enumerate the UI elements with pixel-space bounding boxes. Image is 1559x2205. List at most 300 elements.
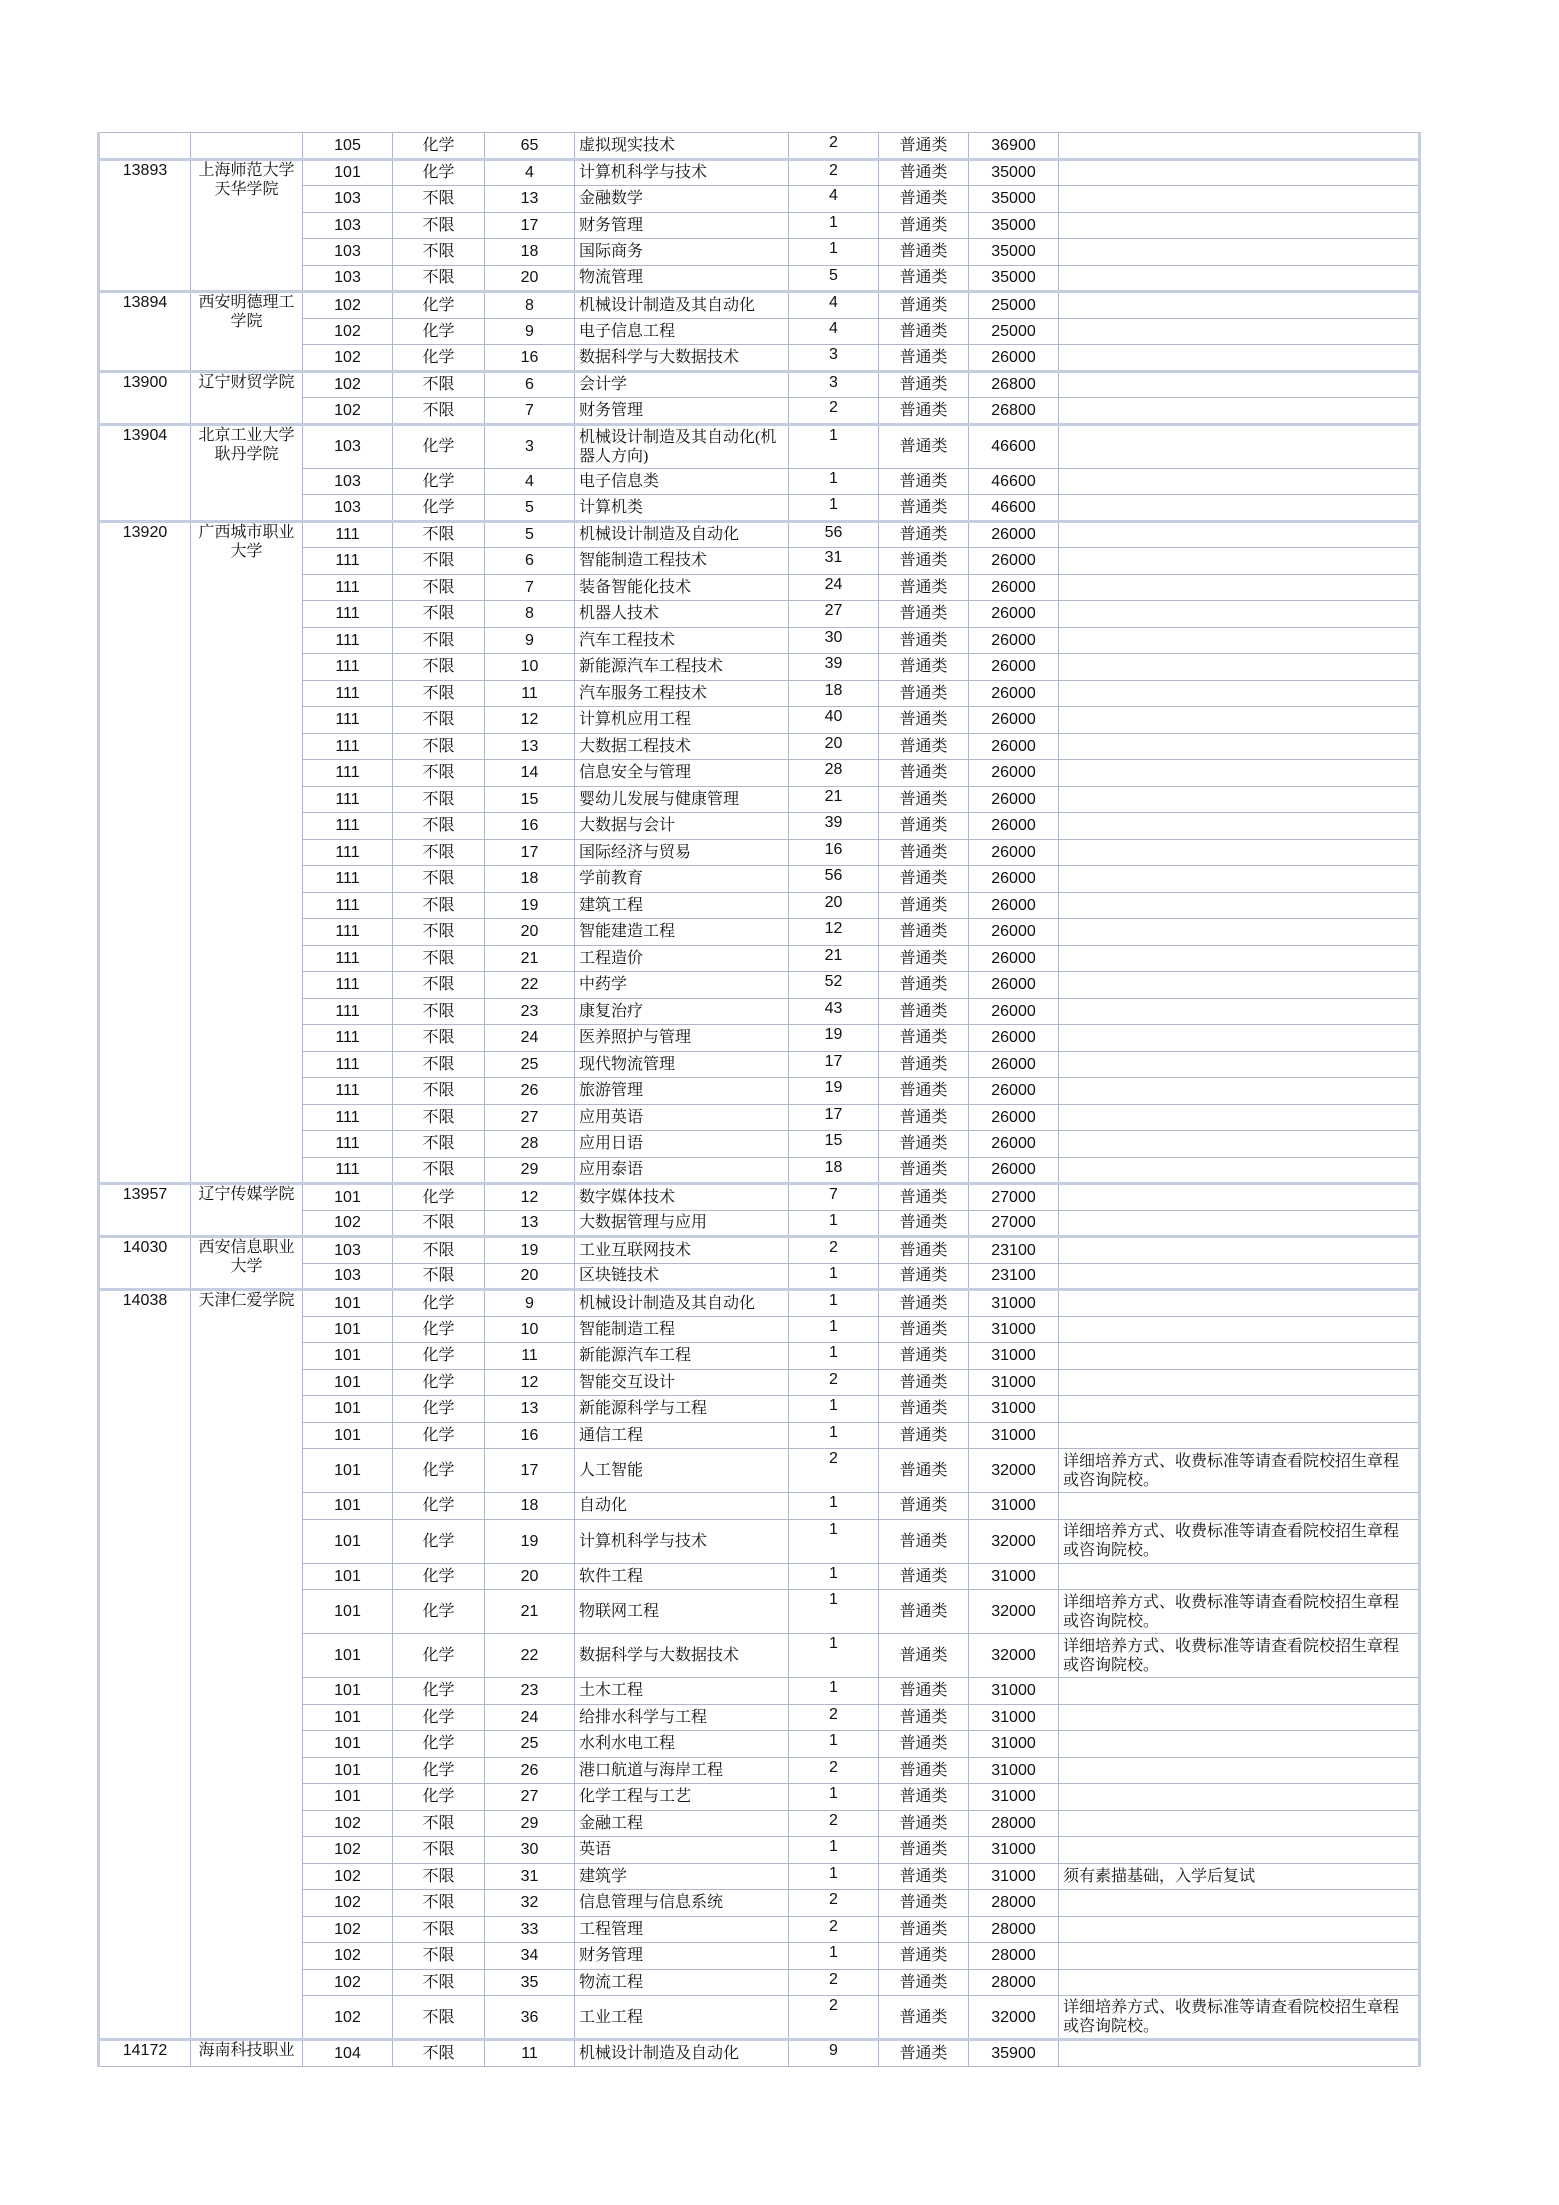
- group-code-cell: 101: [303, 1634, 393, 1678]
- major-name-cell: 金融工程: [575, 1810, 789, 1837]
- major-code-cell: 9: [485, 1290, 575, 1317]
- major-name-cell: 建筑学: [575, 1863, 789, 1890]
- plan-count-cell: 2: [789, 1757, 879, 1784]
- major-name-cell: 汽车工程技术: [575, 627, 789, 654]
- tuition-cell: 27000: [969, 1210, 1059, 1237]
- category-cell: 普通类: [879, 495, 969, 522]
- plan-count-cell: 1: [789, 1493, 879, 1520]
- major-name-cell: 旅游管理: [575, 1078, 789, 1105]
- plan-count-cell: 4: [789, 292, 879, 319]
- subject-req-cell: 化学: [393, 1757, 485, 1784]
- group-code-cell: 105: [303, 133, 393, 160]
- remark-cell: [1059, 521, 1420, 548]
- remark-cell: [1059, 1422, 1420, 1449]
- tuition-cell: 26000: [969, 707, 1059, 734]
- major-code-cell: 19: [485, 1519, 575, 1563]
- plan-count-cell: 3: [789, 371, 879, 398]
- major-name-cell: 工业互联网技术: [575, 1237, 789, 1264]
- subject-req-cell: 化学: [393, 1290, 485, 1317]
- major-name-cell: 物流管理: [575, 265, 789, 292]
- category-cell: 普通类: [879, 1590, 969, 1634]
- major-name-cell: 学前教育: [575, 866, 789, 893]
- tuition-cell: 25000: [969, 292, 1059, 319]
- major-name-cell: 康复治疗: [575, 998, 789, 1025]
- remark-cell: [1059, 468, 1420, 495]
- tuition-cell: 32000: [969, 1590, 1059, 1634]
- subject-req-cell: 不限: [393, 212, 485, 239]
- tuition-cell: 28000: [969, 1916, 1059, 1943]
- category-cell: 普通类: [879, 680, 969, 707]
- subject-req-cell: 不限: [393, 265, 485, 292]
- group-code-cell: 102: [303, 1943, 393, 1970]
- plan-count-cell: 1: [789, 1343, 879, 1370]
- plan-count-cell: 30: [789, 627, 879, 654]
- major-code-cell: 18: [485, 239, 575, 266]
- major-code-cell: 24: [485, 1025, 575, 1052]
- remark-cell: [1059, 1563, 1420, 1590]
- tuition-cell: 26000: [969, 972, 1059, 999]
- major-name-cell: 财务管理: [575, 1943, 789, 1970]
- subject-req-cell: 不限: [393, 1263, 485, 1290]
- subject-req-cell: 不限: [393, 892, 485, 919]
- subject-req-cell: 化学: [393, 1634, 485, 1678]
- subject-req-cell: 不限: [393, 998, 485, 1025]
- category-cell: 普通类: [879, 1890, 969, 1917]
- group-code-cell: 103: [303, 424, 393, 468]
- major-code-cell: 30: [485, 1837, 575, 1864]
- table-row: [99, 1237, 1420, 1264]
- remark-cell: [1059, 1263, 1420, 1290]
- school-name-cell: 上海师范大学天华学院: [191, 159, 303, 292]
- subject-req-cell: 不限: [393, 1237, 485, 1264]
- group-code-cell: 102: [303, 1916, 393, 1943]
- remark-cell: [1059, 1678, 1420, 1705]
- plan-count-cell: 43: [789, 998, 879, 1025]
- tuition-cell: 31000: [969, 1563, 1059, 1590]
- remark-cell: [1059, 1290, 1420, 1317]
- group-code-cell: 111: [303, 601, 393, 628]
- group-code-cell: 111: [303, 548, 393, 575]
- tuition-cell: 31000: [969, 1493, 1059, 1520]
- group-code-cell: 101: [303, 1519, 393, 1563]
- major-name-cell: 机械设计制造及其自动化: [575, 1290, 789, 1317]
- remark-cell: [1059, 601, 1420, 628]
- tuition-cell: 26000: [969, 733, 1059, 760]
- remark-cell: [1059, 1969, 1420, 1996]
- remark-cell: [1059, 371, 1420, 398]
- category-cell: 普通类: [879, 1078, 969, 1105]
- group-code-cell: 101: [303, 1731, 393, 1758]
- category-cell: 普通类: [879, 1519, 969, 1563]
- category-cell: 普通类: [879, 1104, 969, 1131]
- major-code-cell: 8: [485, 601, 575, 628]
- school-name-cell: 天津仁爱学院: [191, 1290, 303, 2040]
- remark-cell: [1059, 945, 1420, 972]
- major-code-cell: 11: [485, 1343, 575, 1370]
- subject-req-cell: 不限: [393, 707, 485, 734]
- remark-cell: [1059, 1757, 1420, 1784]
- tuition-cell: 31000: [969, 1290, 1059, 1317]
- major-code-cell: 14: [485, 760, 575, 787]
- remark-cell: [1059, 1237, 1420, 1264]
- tuition-cell: 32000: [969, 1519, 1059, 1563]
- category-cell: 普通类: [879, 998, 969, 1025]
- group-code-cell: 101: [303, 1396, 393, 1423]
- subject-req-cell: 化学: [393, 1563, 485, 1590]
- school-code-cell: 13893: [99, 159, 191, 292]
- tuition-cell: 23100: [969, 1263, 1059, 1290]
- remark-cell: [1059, 1157, 1420, 1184]
- major-code-cell: 29: [485, 1157, 575, 1184]
- major-code-cell: 16: [485, 813, 575, 840]
- remark-cell: [1059, 1493, 1420, 1520]
- tuition-cell: 28000: [969, 1969, 1059, 1996]
- category-cell: 普通类: [879, 1025, 969, 1052]
- group-code-cell: 111: [303, 972, 393, 999]
- category-cell: 普通类: [879, 212, 969, 239]
- major-code-cell: 23: [485, 1678, 575, 1705]
- major-name-cell: 人工智能: [575, 1449, 789, 1493]
- school-code-cell: 13900: [99, 371, 191, 424]
- tuition-cell: 32000: [969, 1634, 1059, 1678]
- plan-count-cell: 1: [789, 1678, 879, 1705]
- group-code-cell: 111: [303, 707, 393, 734]
- plan-count-cell: 56: [789, 866, 879, 893]
- school-name-cell: 广西城市职业大学: [191, 521, 303, 1184]
- school-code-cell: 13920: [99, 521, 191, 1184]
- remark-cell: [1059, 1396, 1420, 1423]
- subject-req-cell: 不限: [393, 2040, 485, 2067]
- subject-req-cell: 化学: [393, 1731, 485, 1758]
- group-code-cell: 103: [303, 239, 393, 266]
- remark-cell: [1059, 186, 1420, 213]
- subject-req-cell: 不限: [393, 1916, 485, 1943]
- major-name-cell: 大数据工程技术: [575, 733, 789, 760]
- group-code-cell: 103: [303, 468, 393, 495]
- subject-req-cell: 化学: [393, 1704, 485, 1731]
- major-code-cell: 18: [485, 866, 575, 893]
- school-name-cell: 海南科技职业: [191, 2040, 303, 2067]
- remark-cell: [1059, 292, 1420, 319]
- school-code-cell: 13957: [99, 1184, 191, 1237]
- major-name-cell: 港口航道与海岸工程: [575, 1757, 789, 1784]
- remark-cell: [1059, 1784, 1420, 1811]
- tuition-cell: 27000: [969, 1184, 1059, 1211]
- plan-count-cell: 3: [789, 345, 879, 372]
- major-code-cell: 17: [485, 839, 575, 866]
- subject-req-cell: 化学: [393, 1343, 485, 1370]
- plan-count-cell: 1: [789, 1519, 879, 1563]
- major-code-cell: 5: [485, 495, 575, 522]
- group-code-cell: 111: [303, 839, 393, 866]
- plan-count-cell: 39: [789, 813, 879, 840]
- remark-cell: [1059, 1343, 1420, 1370]
- plan-count-cell: 18: [789, 1157, 879, 1184]
- major-code-cell: 16: [485, 1422, 575, 1449]
- major-code-cell: 7: [485, 398, 575, 425]
- category-cell: 普通类: [879, 1051, 969, 1078]
- tuition-cell: 26800: [969, 371, 1059, 398]
- major-code-cell: 5: [485, 521, 575, 548]
- group-code-cell: 101: [303, 1784, 393, 1811]
- plan-count-cell: 1: [789, 1784, 879, 1811]
- remark-cell: 详细培养方式、收费标准等请查看院校招生章程或咨询院校。: [1059, 1519, 1420, 1563]
- category-cell: 普通类: [879, 866, 969, 893]
- subject-req-cell: 不限: [393, 786, 485, 813]
- tuition-cell: 28000: [969, 1810, 1059, 1837]
- school-name-cell: [191, 133, 303, 160]
- school-code-cell: 14030: [99, 1237, 191, 1290]
- subject-req-cell: 不限: [393, 919, 485, 946]
- category-cell: 普通类: [879, 1316, 969, 1343]
- table-row: [99, 292, 1420, 319]
- major-code-cell: 8: [485, 292, 575, 319]
- plan-count-cell: 2: [789, 1890, 879, 1917]
- group-code-cell: 111: [303, 733, 393, 760]
- tuition-cell: 32000: [969, 1996, 1059, 2040]
- plan-count-cell: 21: [789, 945, 879, 972]
- category-cell: 普通类: [879, 1634, 969, 1678]
- group-code-cell: 101: [303, 1449, 393, 1493]
- major-code-cell: 12: [485, 1184, 575, 1211]
- remark-cell: 详细培养方式、收费标准等请查看院校招生章程或咨询院校。: [1059, 1996, 1420, 2040]
- category-cell: 普通类: [879, 186, 969, 213]
- major-code-cell: 35: [485, 1969, 575, 1996]
- table-row: [99, 2040, 1420, 2067]
- plan-count-cell: 1: [789, 239, 879, 266]
- table-row: [99, 159, 1420, 186]
- subject-req-cell: 不限: [393, 654, 485, 681]
- group-code-cell: 111: [303, 521, 393, 548]
- major-name-cell: 计算机科学与技术: [575, 159, 789, 186]
- major-name-cell: 区块链技术: [575, 1263, 789, 1290]
- tuition-cell: 35000: [969, 159, 1059, 186]
- remark-cell: [1059, 627, 1420, 654]
- group-code-cell: 101: [303, 1343, 393, 1370]
- remark-cell: [1059, 1104, 1420, 1131]
- subject-req-cell: 化学: [393, 159, 485, 186]
- plan-count-cell: 20: [789, 892, 879, 919]
- group-code-cell: 111: [303, 680, 393, 707]
- remark-cell: [1059, 318, 1420, 345]
- subject-req-cell: 不限: [393, 1078, 485, 1105]
- remark-cell: [1059, 159, 1420, 186]
- tuition-cell: 35000: [969, 186, 1059, 213]
- major-name-cell: 土木工程: [575, 1678, 789, 1705]
- major-name-cell: 财务管理: [575, 398, 789, 425]
- plan-count-cell: 2: [789, 1916, 879, 1943]
- school-name-cell: 辽宁财贸学院: [191, 371, 303, 424]
- plan-count-cell: 21: [789, 786, 879, 813]
- group-code-cell: 101: [303, 1493, 393, 1520]
- plan-count-cell: 2: [789, 1449, 879, 1493]
- major-name-cell: 给排水科学与工程: [575, 1704, 789, 1731]
- group-code-cell: 102: [303, 1969, 393, 1996]
- major-name-cell: 信息管理与信息系统: [575, 1890, 789, 1917]
- tuition-cell: 26000: [969, 919, 1059, 946]
- table-row: [99, 133, 1420, 160]
- major-code-cell: 33: [485, 1916, 575, 1943]
- group-code-cell: 102: [303, 1210, 393, 1237]
- major-code-cell: 12: [485, 707, 575, 734]
- subject-req-cell: 不限: [393, 945, 485, 972]
- plan-count-cell: 40: [789, 707, 879, 734]
- group-code-cell: 101: [303, 1290, 393, 1317]
- major-code-cell: 13: [485, 186, 575, 213]
- school-code-cell: 13904: [99, 424, 191, 521]
- major-code-cell: 16: [485, 345, 575, 372]
- remark-cell: [1059, 265, 1420, 292]
- plan-count-cell: 2: [789, 159, 879, 186]
- major-code-cell: 24: [485, 1704, 575, 1731]
- plan-count-cell: 17: [789, 1104, 879, 1131]
- school-name-cell: 辽宁传媒学院: [191, 1184, 303, 1237]
- major-name-cell: 数据科学与大数据技术: [575, 345, 789, 372]
- major-name-cell: 建筑工程: [575, 892, 789, 919]
- plan-count-cell: 2: [789, 1996, 879, 2040]
- tuition-cell: 26000: [969, 839, 1059, 866]
- category-cell: 普通类: [879, 1396, 969, 1423]
- school-code-cell: 14172: [99, 2040, 191, 2067]
- group-code-cell: 111: [303, 1051, 393, 1078]
- table-row: [99, 424, 1420, 468]
- major-name-cell: 计算机应用工程: [575, 707, 789, 734]
- remark-cell: [1059, 424, 1420, 468]
- group-code-cell: 102: [303, 292, 393, 319]
- major-code-cell: 32: [485, 1890, 575, 1917]
- remark-cell: 须有素描基础，入学后复试: [1059, 1863, 1420, 1890]
- major-name-cell: 装备智能化技术: [575, 574, 789, 601]
- plan-count-cell: 2: [789, 398, 879, 425]
- plan-count-cell: 2: [789, 1237, 879, 1264]
- subject-req-cell: 化学: [393, 1678, 485, 1705]
- major-name-cell: 软件工程: [575, 1563, 789, 1590]
- tuition-cell: 28000: [969, 1943, 1059, 1970]
- category-cell: 普通类: [879, 1810, 969, 1837]
- plan-count-cell: 5: [789, 265, 879, 292]
- remark-cell: [1059, 239, 1420, 266]
- tuition-cell: 46600: [969, 468, 1059, 495]
- subject-req-cell: 不限: [393, 1996, 485, 2040]
- tuition-cell: 31000: [969, 1863, 1059, 1890]
- tuition-cell: 26000: [969, 1051, 1059, 1078]
- category-cell: 普通类: [879, 468, 969, 495]
- category-cell: 普通类: [879, 1131, 969, 1158]
- major-code-cell: 12: [485, 1369, 575, 1396]
- tuition-cell: 35000: [969, 239, 1059, 266]
- major-code-cell: 21: [485, 945, 575, 972]
- tuition-cell: 26000: [969, 1104, 1059, 1131]
- tuition-cell: 46600: [969, 495, 1059, 522]
- plan-count-cell: 7: [789, 1184, 879, 1211]
- subject-req-cell: 化学: [393, 1422, 485, 1449]
- subject-req-cell: 化学: [393, 1784, 485, 1811]
- group-code-cell: 102: [303, 345, 393, 372]
- category-cell: 普通类: [879, 318, 969, 345]
- group-code-cell: 102: [303, 1810, 393, 1837]
- category-cell: 普通类: [879, 548, 969, 575]
- tuition-cell: 23100: [969, 1237, 1059, 1264]
- major-code-cell: 9: [485, 318, 575, 345]
- tuition-cell: 26000: [969, 654, 1059, 681]
- subject-req-cell: 不限: [393, 866, 485, 893]
- remark-cell: [1059, 1051, 1420, 1078]
- category-cell: 普通类: [879, 1157, 969, 1184]
- remark-cell: [1059, 707, 1420, 734]
- major-code-cell: 13: [485, 733, 575, 760]
- group-code-cell: 101: [303, 1678, 393, 1705]
- major-code-cell: 26: [485, 1078, 575, 1105]
- major-code-cell: 13: [485, 1396, 575, 1423]
- group-code-cell: 111: [303, 866, 393, 893]
- major-name-cell: 机器人技术: [575, 601, 789, 628]
- subject-req-cell: 不限: [393, 371, 485, 398]
- school-name-cell: 西安信息职业大学: [191, 1237, 303, 1290]
- group-code-cell: 111: [303, 574, 393, 601]
- table-row: [99, 1290, 1420, 1317]
- tuition-cell: 46600: [969, 424, 1059, 468]
- subject-req-cell: 不限: [393, 1969, 485, 1996]
- major-code-cell: 13: [485, 1210, 575, 1237]
- tuition-cell: 26000: [969, 892, 1059, 919]
- tuition-cell: 31000: [969, 1343, 1059, 1370]
- subject-req-cell: 不限: [393, 1837, 485, 1864]
- group-code-cell: 111: [303, 760, 393, 787]
- remark-cell: [1059, 1210, 1420, 1237]
- subject-req-cell: 不限: [393, 1863, 485, 1890]
- remark-cell: [1059, 1316, 1420, 1343]
- tuition-cell: 31000: [969, 1422, 1059, 1449]
- group-code-cell: 111: [303, 945, 393, 972]
- category-cell: 普通类: [879, 601, 969, 628]
- group-code-cell: 101: [303, 1704, 393, 1731]
- category-cell: 普通类: [879, 627, 969, 654]
- category-cell: 普通类: [879, 1449, 969, 1493]
- category-cell: 普通类: [879, 1863, 969, 1890]
- category-cell: 普通类: [879, 371, 969, 398]
- group-code-cell: 111: [303, 998, 393, 1025]
- group-code-cell: 111: [303, 813, 393, 840]
- plan-count-cell: 1: [789, 1590, 879, 1634]
- major-name-cell: 智能建造工程: [575, 919, 789, 946]
- plan-count-cell: 1: [789, 1563, 879, 1590]
- category-cell: 普通类: [879, 1837, 969, 1864]
- group-code-cell: 111: [303, 786, 393, 813]
- remark-cell: [1059, 1916, 1420, 1943]
- group-code-cell: 111: [303, 1131, 393, 1158]
- category-cell: 普通类: [879, 159, 969, 186]
- group-code-cell: 101: [303, 159, 393, 186]
- major-name-cell: 计算机类: [575, 495, 789, 522]
- major-code-cell: 10: [485, 1316, 575, 1343]
- tuition-cell: 26000: [969, 1157, 1059, 1184]
- major-code-cell: 25: [485, 1731, 575, 1758]
- major-name-cell: 新能源科学与工程: [575, 1396, 789, 1423]
- tuition-cell: 31000: [969, 1731, 1059, 1758]
- tuition-cell: 26000: [969, 1078, 1059, 1105]
- tuition-cell: 26000: [969, 680, 1059, 707]
- category-cell: 普通类: [879, 345, 969, 372]
- table-row: [99, 371, 1420, 398]
- school-code-cell: 13894: [99, 292, 191, 372]
- subject-req-cell: 不限: [393, 839, 485, 866]
- category-cell: 普通类: [879, 1757, 969, 1784]
- subject-req-cell: 化学: [393, 424, 485, 468]
- major-code-cell: 22: [485, 972, 575, 999]
- major-code-cell: 18: [485, 1493, 575, 1520]
- major-name-cell: 数据科学与大数据技术: [575, 1634, 789, 1678]
- plan-count-cell: 18: [789, 680, 879, 707]
